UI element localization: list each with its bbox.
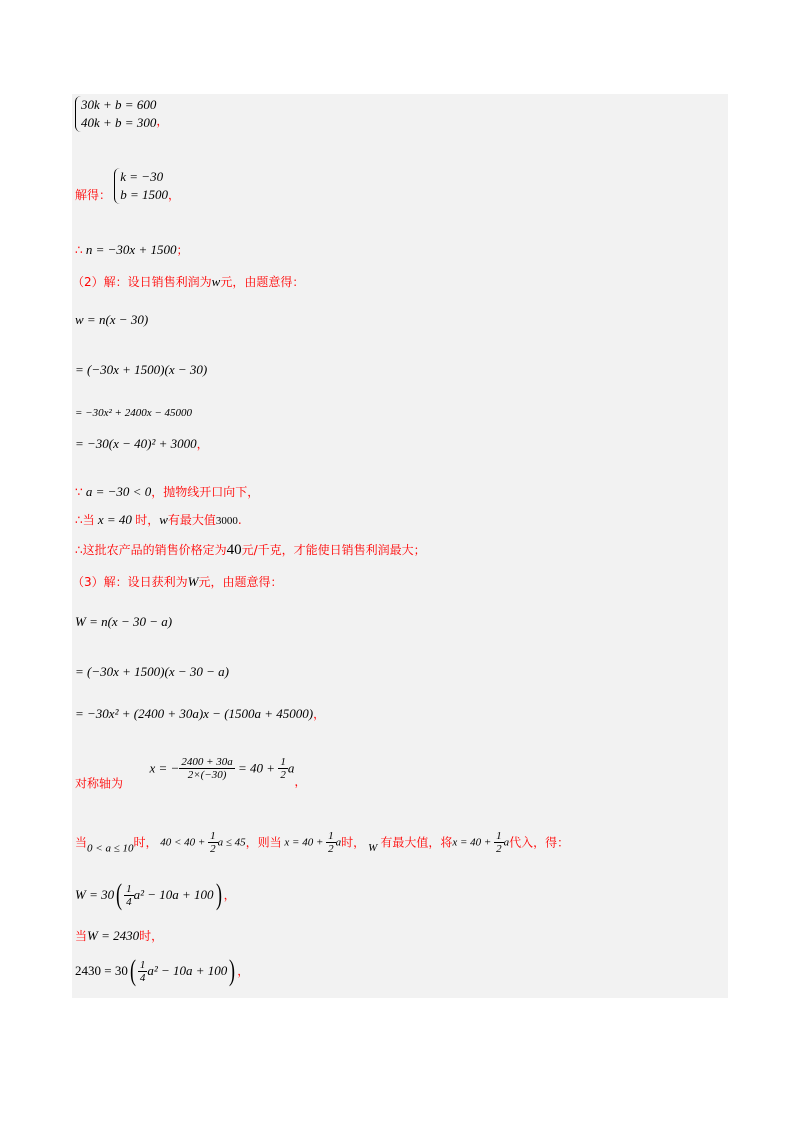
equation: 30k + b = 600 [81,97,157,112]
math: x = 40 + [452,836,495,849]
part3-heading [72,574,283,590]
denominator: 2 [496,843,502,855]
brace-system [75,96,156,132]
reason-line [75,484,259,500]
fraction [179,756,234,781]
fraction [138,959,148,984]
math: W = 30 [75,887,115,902]
punct: ， [294,774,307,789]
conclusion-line [75,542,426,558]
math: x = 40 + [281,836,327,849]
equation-2430 [75,956,249,988]
equation-step [75,664,229,680]
label: 对称轴为 [75,776,124,791]
left-paren: ( [116,878,123,911]
right-paren: ) [215,878,222,911]
equation-W [75,614,172,630]
math: a [503,836,510,849]
math: = (−30x + 1500)(x − 30 − a) [75,664,229,679]
numerator: 1 [210,830,216,842]
text: 时， [133,835,158,850]
equation: b = 1500 [120,187,169,202]
equation: k = −30 [120,169,164,184]
text: 有最大值 [167,513,216,527]
numerator: 1 [280,756,286,768]
text: ∴这批农产品的销售价格定为 [75,543,227,557]
text: 代入，得： [509,835,570,850]
math: a = −30 < 0 [82,484,152,499]
case-line [75,830,569,860]
numerator: 2400 + 30a [181,756,233,768]
text: 当 [75,835,88,850]
denominator: 4 [126,895,132,908]
punct: ， [237,964,250,978]
because-symbol: ∵ [75,485,83,499]
math: a ≤ 45 [217,836,246,849]
numerator: 1 [328,830,334,842]
equation-W-a [75,880,236,912]
math: x = − [149,760,180,776]
equation-step [75,404,192,421]
text: （3）解：设日获利为 [72,575,188,589]
right-paren: ) [229,954,236,987]
punct: ， [168,187,181,202]
numerator: 1 [139,958,146,971]
math: w [159,512,168,527]
text: 有最大值，将 [380,835,453,850]
math: 40 [226,542,242,558]
part2-heading [72,274,304,290]
math: a² − 10a + 100 [133,887,214,902]
math: = −30x² + 2400x − 45000 [75,407,193,419]
text: 当 [75,929,88,943]
punct: ， [313,707,326,721]
text: 时， [139,929,164,943]
denominator: 2 [328,843,334,855]
text: 元/千克，才能使日销售利润最大； [241,543,426,557]
math: 0 < a ≤ 10 [87,842,134,855]
math: x = 40 [94,512,136,527]
punct: ， [196,437,209,451]
numerator: 1 [496,830,502,842]
math: 3000 [215,515,238,527]
therefore-symbol: ∴ [75,243,83,257]
equation-system-1 [75,96,168,132]
math: 2430 = 30 [75,963,128,978]
denominator: 4 [139,971,146,984]
fraction [494,830,504,855]
fraction [208,830,218,855]
text: ，抛物线开口向下， [151,485,260,499]
punct: ， [156,113,169,128]
condition-line [75,928,163,944]
denominator: 2 [210,843,216,855]
text: 时， [341,835,366,850]
math: = (−30x + 1500)(x − 30) [75,362,208,377]
numerator: 1 [126,882,132,895]
math: a [335,836,342,849]
math: 40 < 40 + [157,836,209,849]
axis-of-symmetry-line [75,756,306,796]
text: 元，由题意得： [198,575,283,589]
brace-system [114,168,168,204]
max-value-line [75,512,242,529]
equation-step [75,436,209,452]
fraction [326,830,336,855]
math: = 40 + [234,760,279,776]
solution-line [75,168,180,204]
denominator: 2 [280,769,286,781]
text: 时， [135,513,160,527]
text: ∴当 [75,513,95,527]
fraction [278,756,288,781]
punct: . [237,513,242,527]
text: ，则当 [245,835,282,850]
fraction [124,883,134,908]
punct: ， [223,888,236,902]
text: （2）解：设日销售利润为 [72,275,212,289]
equation-w [75,312,148,328]
result-n [75,242,189,258]
math: W [368,842,378,855]
math: W [187,574,199,589]
math: = −30(x − 40)² + 3000 [75,436,197,451]
math: w = n(x − 30) [75,312,149,327]
math: a [287,760,295,776]
math: n = −30x + 1500 [82,242,177,257]
punct: ； [176,243,189,257]
left-paren: ( [129,954,136,987]
denominator: 2×(−30) [187,769,227,781]
equation-step [75,362,207,378]
math: W = n(x − 30 − a) [75,614,173,629]
math: a² − 10a + 100 [147,963,228,978]
math: = −30x² + (2400 + 30a)x − (1500a + 45000) [75,706,314,721]
math: w [211,274,221,289]
text: 元，由题意得： [220,275,305,289]
label: 解得： [75,187,112,202]
equation: 40k + b = 300 [81,115,157,130]
math: W = 2430 [87,928,140,943]
equation-step [75,706,325,722]
